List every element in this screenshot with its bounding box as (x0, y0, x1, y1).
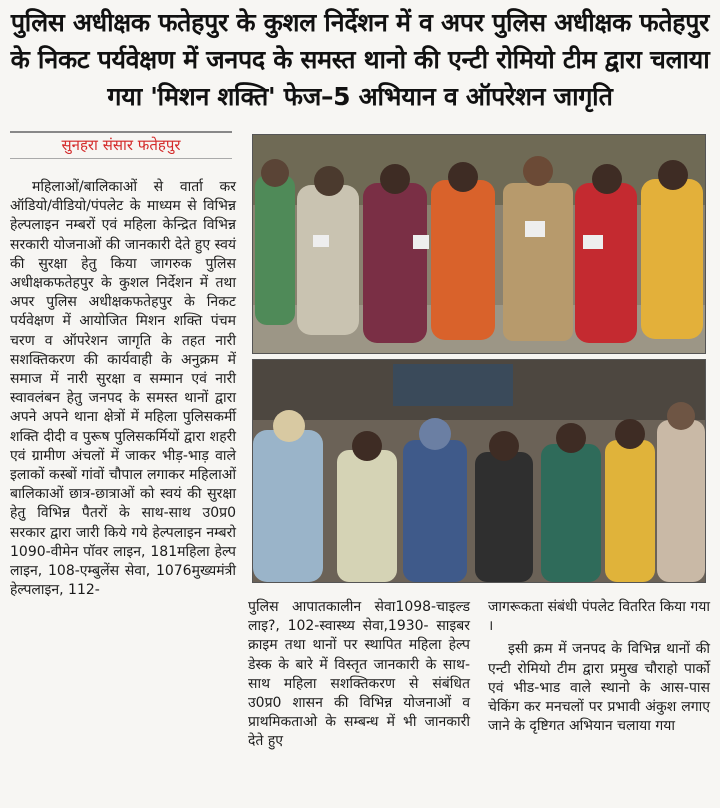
group-photo-1 (252, 134, 706, 354)
column-3-paragraph-2: इसी क्रम में जनपद के विभिन्न थानों की एन्टी रोमियो टीम द्वारा प्रमुख चौराहो पार्को एवं भीड-भाड वाले स्थानो के आस-पास चेकिंग कर मनचलों पर प्रभावी अंकुश लगाए जाने के दृष्टिगत अभियान चलाया गया (488, 641, 710, 735)
column-3-paragraph-1: जागरूकता संबंधी पंपलेट वितरित किया गया । (488, 599, 711, 635)
article-column-2: पुलिस आपातकालीन सेवा1098-चाइल्ड लाइ?, 102-स्वास्थ्य सेवा,1930- साइबर क्राइम तथा थानों पर स्थापित महिला हेल्प डेस्क के बारे में विस्तृत जानकारी के साथ-साथ महिला सशक्तिकरण से संबंधित उ0प्र0 शासन की विभिन्न योजनाओं व प्राथमिकताओ के सम्बन्ध में भी जानकारी देते हुए (248, 599, 470, 750)
byline: सुनहरा संसार फतेहपुर (10, 131, 232, 159)
group-photo-2 (252, 359, 706, 583)
article-column-3 (488, 598, 710, 736)
headline: पुलिस अधीक्षक फतेहपुर के कुशल निर्देशन में व अपर पुलिस अधीक्षक फतेहपुर के निकट पर्यवेक्षण में जनपद के समस्त थानो की एन्टी रोमियो टीम द्वारा चलाया गया 'मिशन शक्ति' फेज–5 अभियान व ऑपरेशन जागृति (10, 8, 710, 111)
article-column-1: महिलाओं/बालिकाओं से वार्ता कर ऑडियो/वीडियो/पंपलेट के माध्यम से विभिन्न हेल्पलाइन नम्बरों एवं महिला केन्द्रित विभिन्न सरकारी योजनाओं की जानकारी देते हुए स्वयं की सुरक्षा हेतु किया जागरुक पुलिस अधीक्षकफतेहपुर के कुशल निर्देशन में तथा अपर पुलिस अधीक्षकफतेहपुर के निकट पर्यवेक्षण में आयोजित मिशन शक्ति पंचम चरण व ऑपरेशन जागृति के तहत नारी सशक्तिकरण की कार्यवाही के अनुक्रम में समाज में नारी सुरक्षा व सम्मान एवं नारी स्वावलंबन हेतु जनपद के समस्त थानों द्वारा अपने अपने थाना क्षेत्रों में महिला पुलिसकर्मी शक्ति दीदी व पुरूष पुलिसकर्मियों द्वारा शहरी एवं ग्रामीण अंचलों में जाकर भीड़-भाड़ वाले इलाकों कस्बों गांवों चौपाल लगाकर महिलाओं बालिकाओं छात्र-छात्राओं को स्वयं की सुरक्षा हेतु विभिन्न पैतरों के साथ-साथ उ0प्र0 सरकार द्वारा जारी किये गये हेल्पलाइन नम्बरो 1090-वीमेन पॉवर लाइन, 181महिला हेल्प लाइन, 108-एम्बुलेंस सेवा, 1076मुख्यमंत्री हेल्पलाइन, 112- (10, 179, 236, 599)
